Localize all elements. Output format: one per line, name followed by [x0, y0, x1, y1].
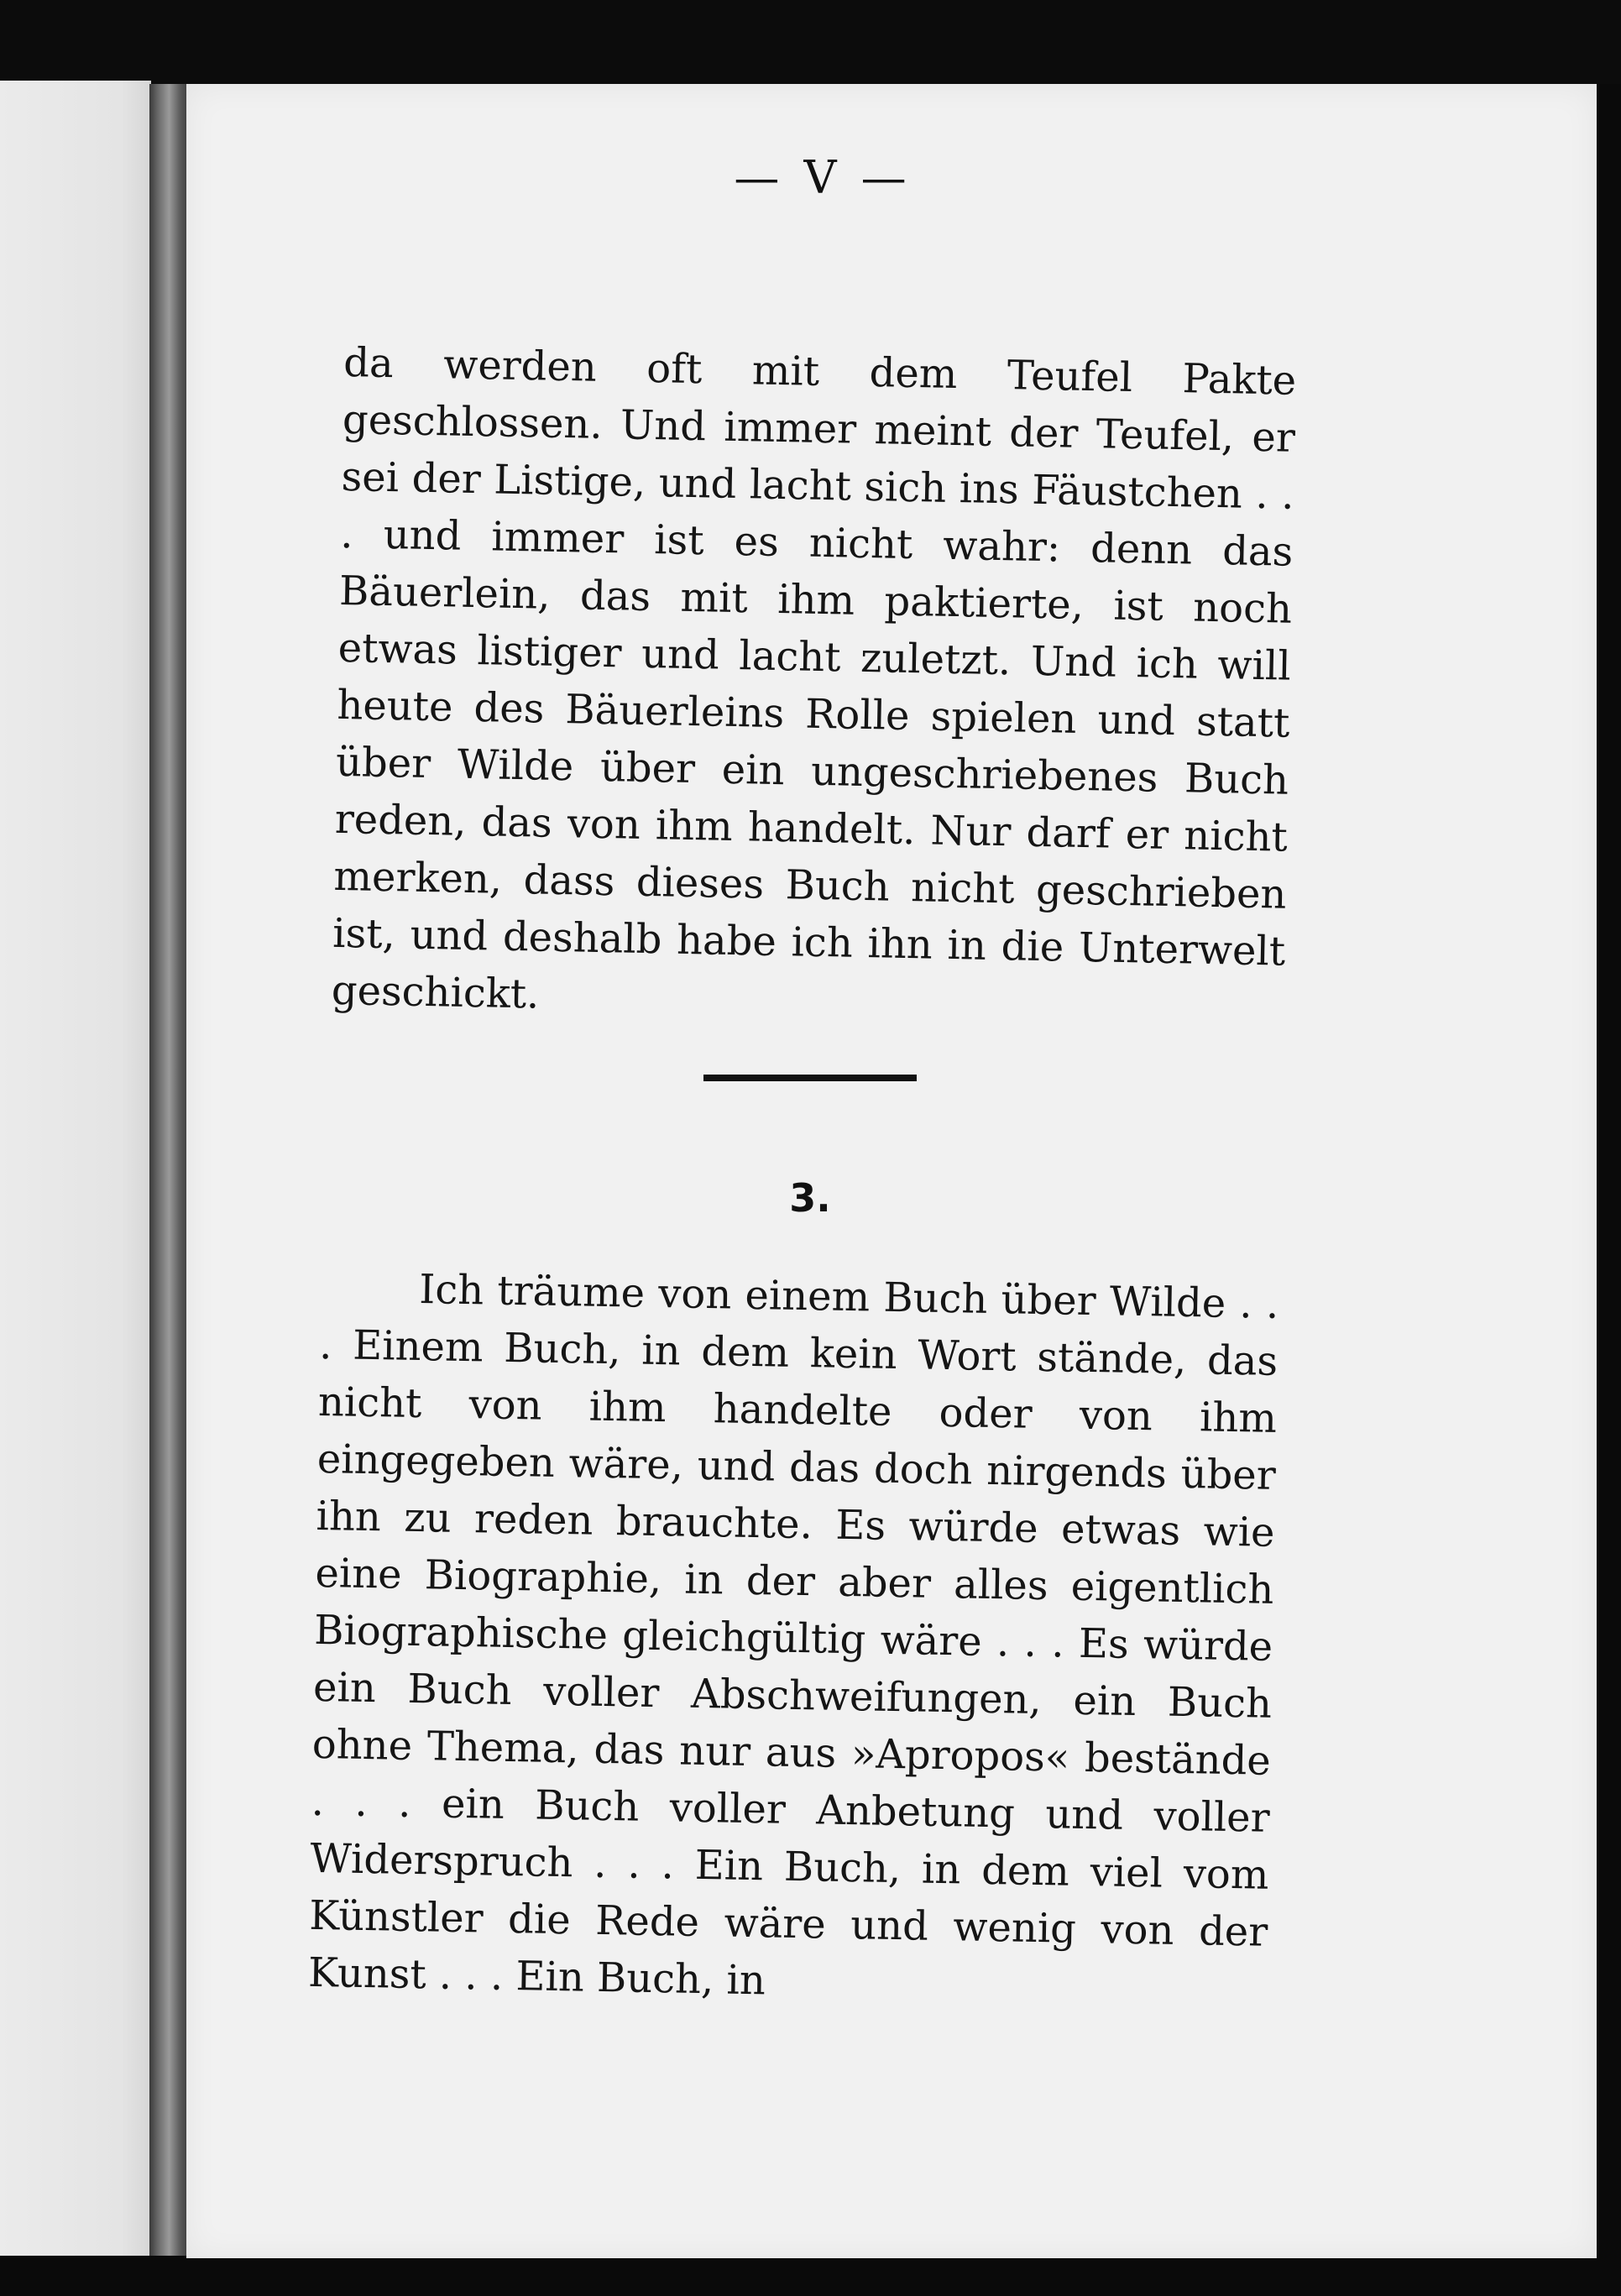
paragraph-section-intro: da werden oft mit dem Teufel Pakte geschlossen. Und immer meint der Teufel, er sei der Listige, und lacht sich ins Fäustchen . . . und immer ist es nicht wahr: denn das Bäuerlein, das mit ihm paktierte, ist noch etwas listiger und lacht zuletzt. Und ich will heute des Bäuerleins Rolle spielen und statt über Wilde über ein ungeschriebenes Buch reden, das von ihm handelt. Nur darf er nicht merken, dass dieses Buch nicht geschrieben ist, und deshalb habe ich ihn in die Unterwelt geschickt. — [331, 338, 1297, 1018]
facing-page-edge — [0, 81, 151, 2259]
page-marker: — V — — [734, 151, 912, 204]
section-divider — [703, 1075, 917, 1081]
scan-border-top — [0, 0, 1621, 84]
scan-border-right — [1594, 84, 1621, 2296]
paragraph-section-3: Ich träume von einem Buch über Wilde . . . Einem Buch, in dem kein Wort stände, das nicht von ihm handelte oder von ihm eingegeben wäre, und das doch nirgends über ihn zu reden brauchte. Es würde etwas wie eine Biographie, in der aber alles eigentlich Biographische gleichgültig wäre . . . Es würde ein Buch voller Abschweifungen, ein Buch ohne Thema, das nur aus »Apropos« bestände . . . ein Buch voller Anbetung und voller Widerspruch . . . Ein Buch, in dem viel vom Künstler die Rede wäre und wenig von der Kunst . . . Ein Buch, in — [307, 1266, 1279, 2005]
section-number: 3. — [789, 1175, 831, 1221]
scan-border-bottom — [0, 2256, 1621, 2296]
